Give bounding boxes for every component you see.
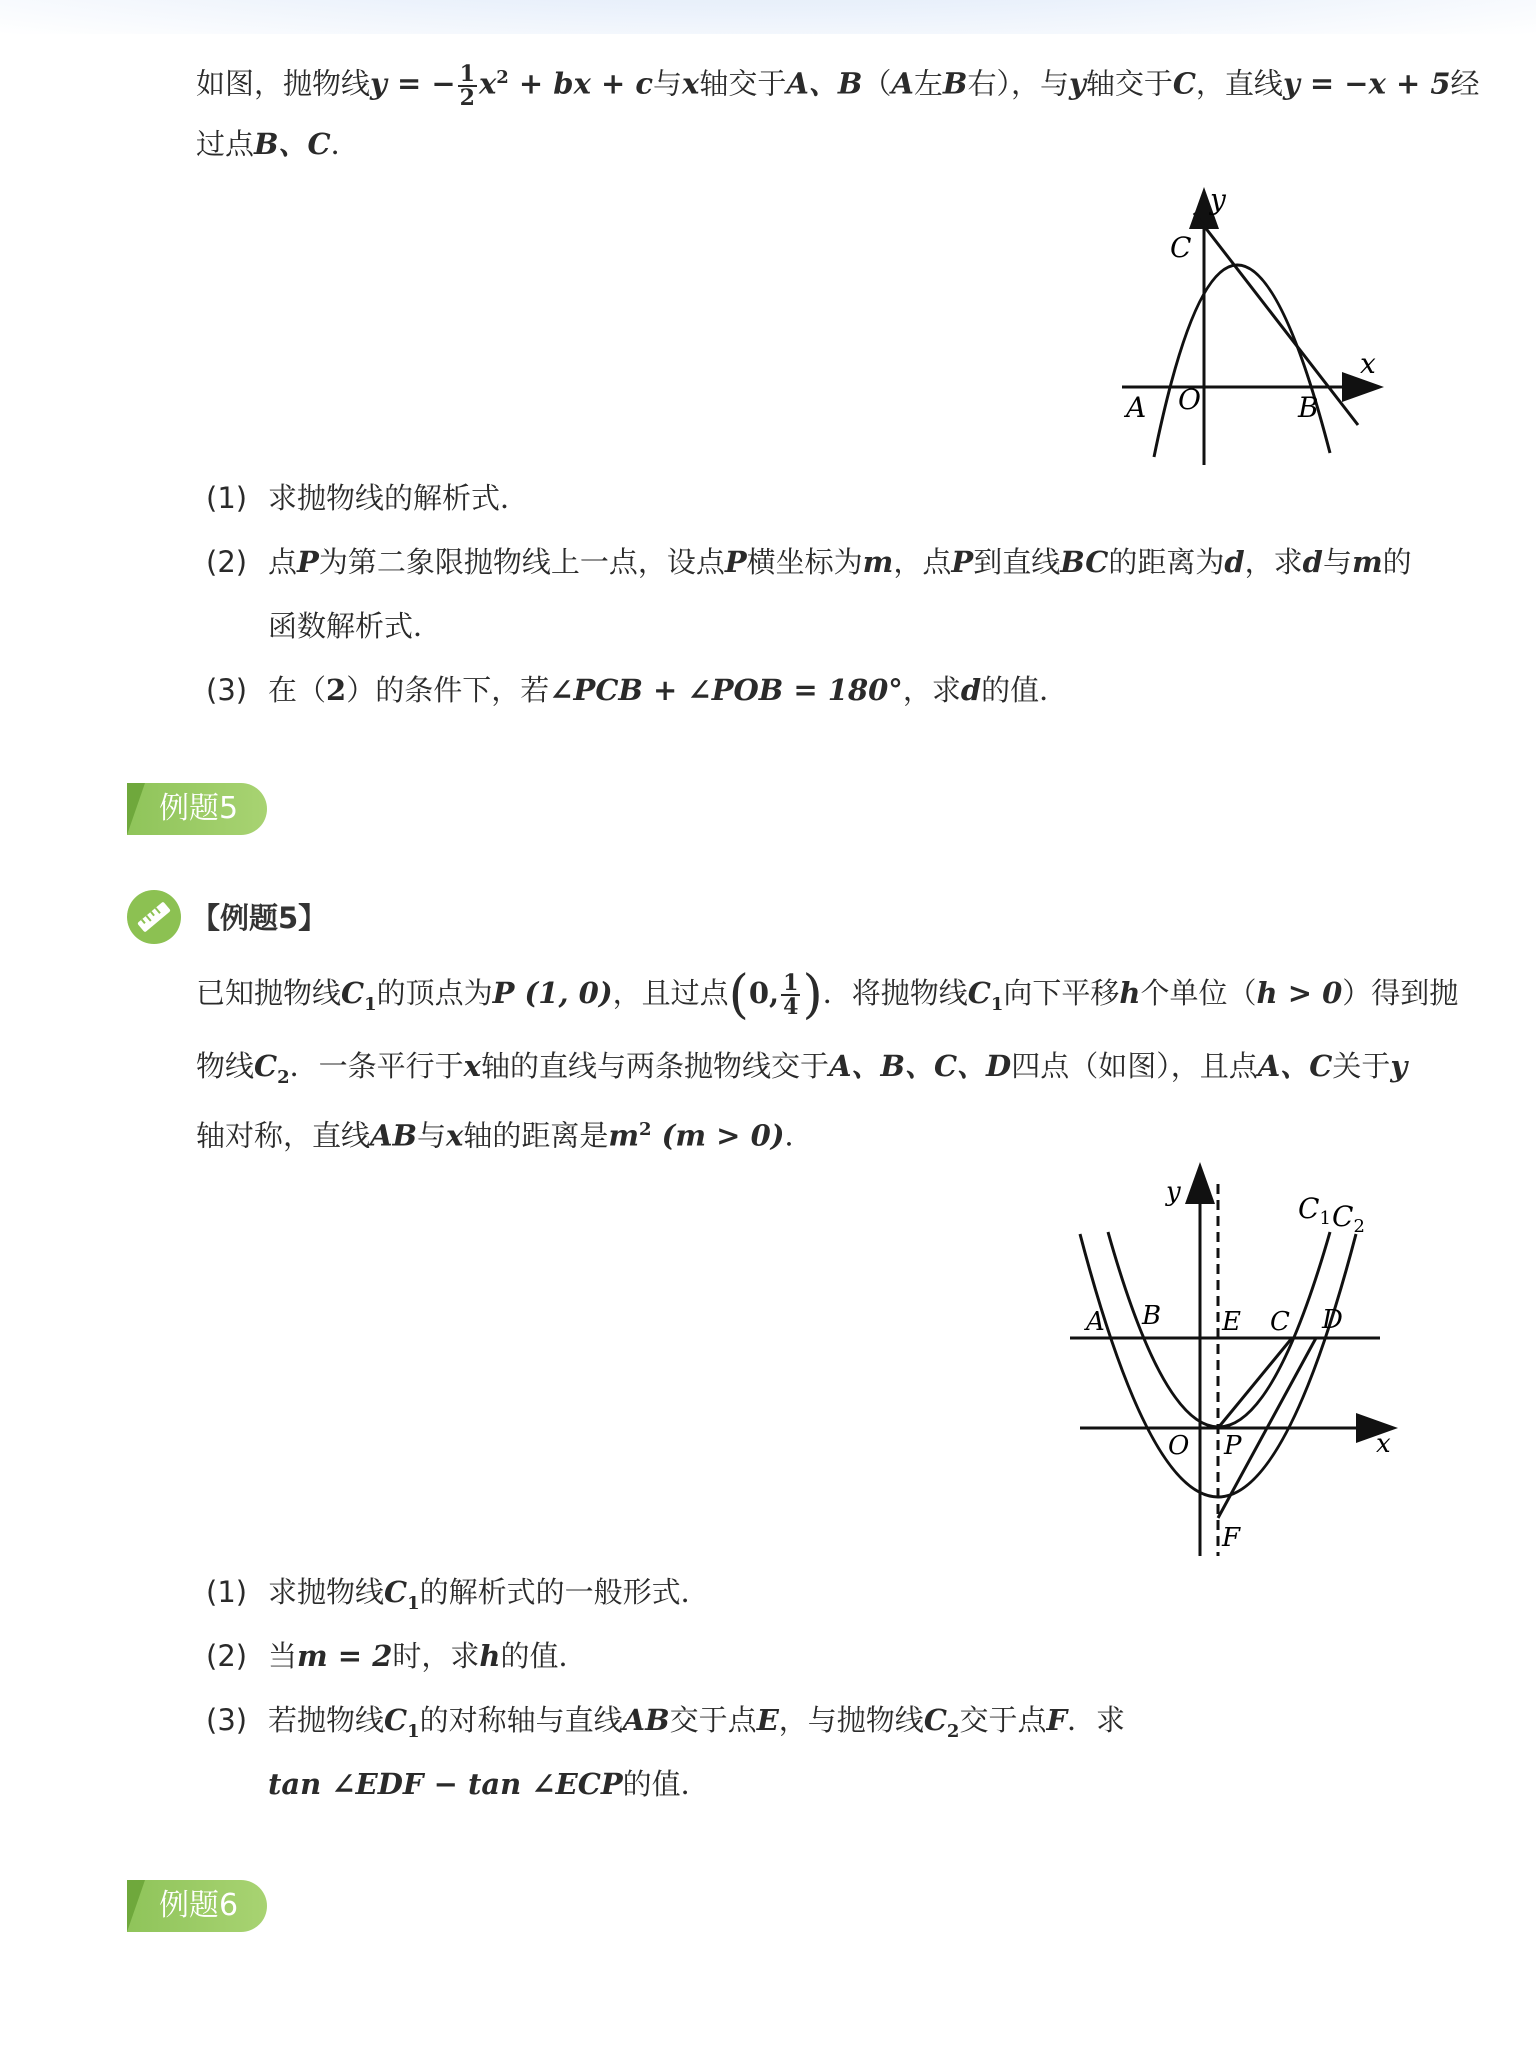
section-tag-example6: 例题6 — [127, 1880, 267, 1932]
label-C1: $C_1$ — [1298, 1192, 1331, 1229]
problem4-question-2-cont: 函数解析式． — [268, 609, 443, 643]
top-decoration-band — [0, 0, 1536, 34]
example5-question-3: (3) 若抛物线$C_1$的对称轴与直线AB交于点E，与抛物线$C_2$交于点F．求 — [206, 1703, 1126, 1742]
label-C: C — [1170, 231, 1192, 264]
label-C2: $C_2$ — [1332, 1200, 1365, 1237]
fraction-one-half: $\frac{1}{2}$ — [459, 60, 475, 111]
label-F: F — [1222, 1523, 1241, 1553]
problem4-stem-line2: 过点B、C． — [196, 127, 360, 161]
label-A: A — [1086, 1307, 1105, 1337]
label-P: P — [1224, 1431, 1242, 1461]
problem4-question-3: (3) 在（2）的条件下，若∠PCB + ∠POB = 180°，求d的值． — [206, 673, 1069, 707]
label-A: A — [1126, 391, 1147, 424]
example5-stem-line3: 轴对称，直线AB与x轴的距离是$m^2$ (m > 0)． — [196, 1118, 814, 1153]
example5-stem-line2: 物线$C_2$．一条平行于x轴的直线与两条抛物线交于A、B、C、D四点（如图），且点A、C关于y — [196, 1049, 1408, 1088]
problem4-stem-line1: 如图，抛物线y = − $\frac{1}{2}$ $x^2$ + bx + c与x轴交于A、B（A左B右），与y轴交于C，直线y = −x + 5经 — [196, 60, 1480, 111]
segment-pc — [1218, 1338, 1292, 1428]
example5-question-1: (1) 求抛物线$C_1$的解析式的一般形式． — [206, 1575, 710, 1614]
example5-figure — [1060, 1160, 1400, 1560]
label-y: y — [1210, 185, 1226, 216]
label-C: C — [1270, 1307, 1290, 1337]
parabola-curve — [1154, 265, 1330, 457]
label-x: x — [1376, 1429, 1391, 1459]
problem4-question-1: (1) 求抛物线的解析式． — [206, 481, 530, 515]
label-O: O — [1168, 1431, 1190, 1461]
label-x: x — [1360, 347, 1376, 380]
label-B: B — [1142, 1301, 1162, 1331]
problem4-question-2: (2) 点P为第二象限抛物线上一点，设点P横坐标为m，点P到直线BC的距离为d，求d与m的 — [206, 545, 1412, 579]
pencil-ruler-icon — [127, 890, 181, 944]
label-E: E — [1222, 1307, 1241, 1337]
line-bc — [1194, 213, 1358, 425]
example5-question-3-cont: tan ∠EDF − tan ∠ECP的值． — [268, 1767, 710, 1801]
label-D: D — [1322, 1305, 1343, 1335]
section-tag-example5: 例题5 — [127, 783, 267, 835]
label-y: y — [1166, 1177, 1181, 1207]
example5-question-2: (2) 当m = 2时，求h的值． — [206, 1639, 588, 1673]
label-B: B — [1298, 391, 1319, 424]
problem4-figure — [1110, 185, 1390, 465]
example5-stem-line1: 已知抛物线$C_1$的顶点为P (1, 0)，且过点(0, $\frac{1}{4}$ )．将抛物线$C_1$向下平移h个单位（h > 0）得到抛 — [196, 965, 1459, 1025]
label-O: O — [1178, 383, 1201, 416]
fraction-one-quarter: $\frac{1}{4}$ — [783, 970, 799, 1020]
